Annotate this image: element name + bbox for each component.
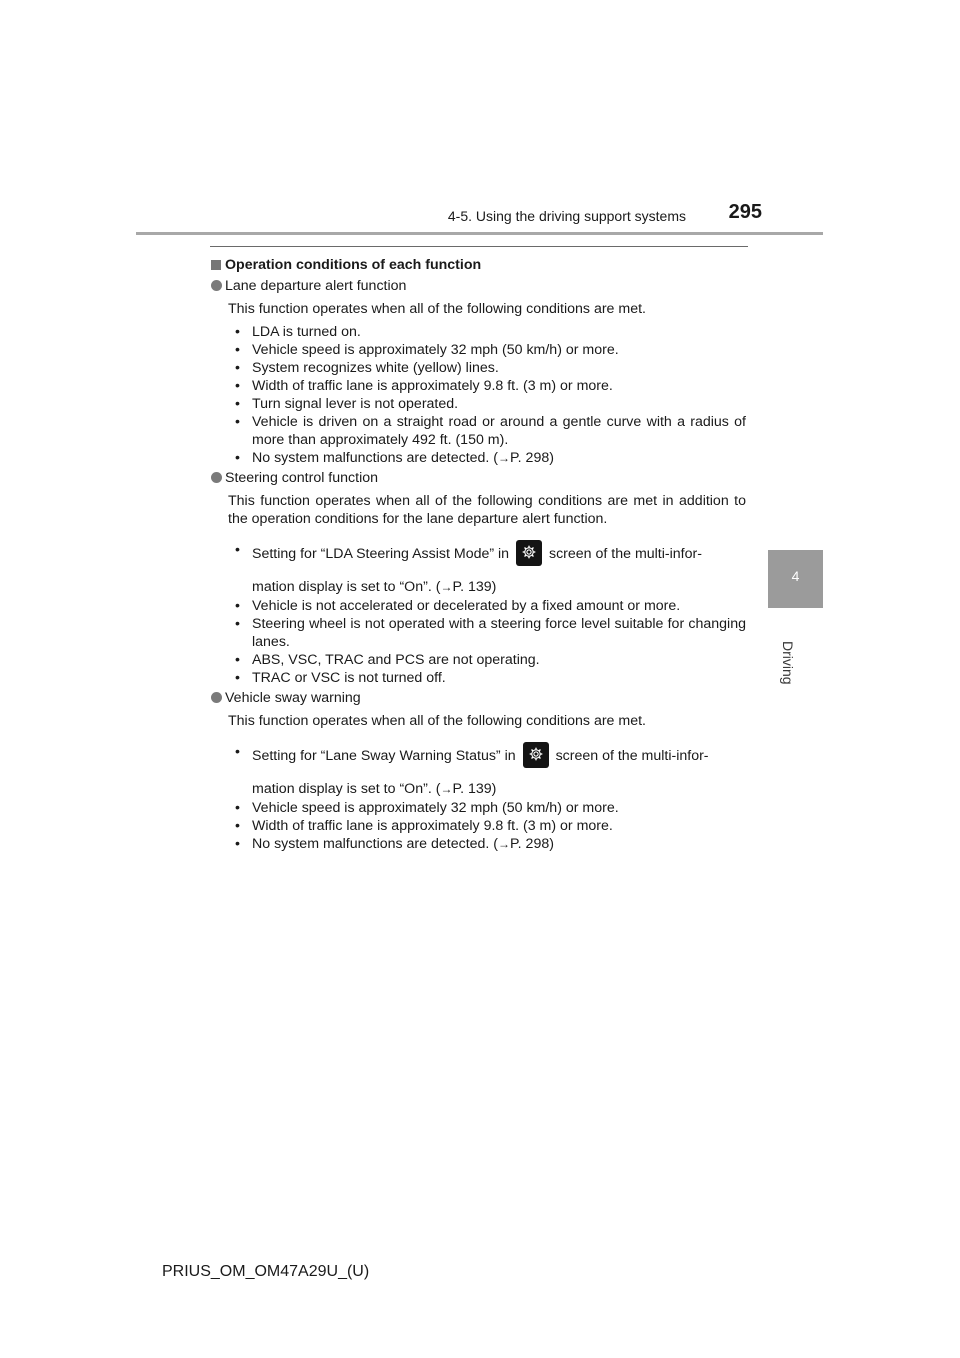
list-item: • Vehicle speed is approximately 32 mph (50 km/h) or more. — [228, 341, 746, 359]
page-reference-link[interactable]: P. 139) — [452, 781, 497, 797]
header-section-title: 4-5. Using the driving support systems — [447, 208, 686, 224]
arrow-icon: → — [498, 451, 511, 465]
gear-icon — [522, 545, 536, 559]
topic-lane-departure-alert — [211, 277, 746, 295]
list-item-text: No system malfunctions are detected. ( — [252, 836, 499, 852]
list-item-text: No system malfunctions are detected. ( — [252, 450, 499, 466]
section-heading-text: Operation conditions of each function — [225, 257, 482, 273]
circle-bullet-icon — [211, 472, 222, 483]
document-footer-code: PRIUS_OM_OM47A29U_(U) — [162, 1263, 370, 1280]
list-item: • System recognizes white (yellow) lines. — [228, 359, 746, 377]
list-item — [228, 449, 746, 467]
setting-text: Setting for “LDA Steering Assist Mode” in — [252, 545, 510, 562]
list-item — [228, 742, 746, 799]
setting-text: mation display is set to “On”. ( — [252, 781, 441, 797]
list-item: • Vehicle speed is approximately 32 mph (50 km/h) or more. — [228, 799, 746, 817]
topic-vehicle-sway-warning — [211, 689, 746, 707]
condition-list — [211, 540, 746, 687]
topic-title: Vehicle sway warning — [225, 690, 361, 706]
square-bullet-icon — [211, 260, 221, 270]
section-divider — [210, 246, 748, 247]
list-item: • Vehicle is driven on a straight road or around a gentle curve with a radius of more than approximately 492 ft. (150 m). — [228, 413, 746, 449]
topic-title: Lane departure alert function — [225, 278, 407, 294]
page-reference-link[interactable]: P. 298) — [510, 450, 554, 466]
arrow-icon: → — [440, 580, 453, 594]
list-item: • Vehicle is not accelerated or decelerated by a fixed amount or more. — [228, 597, 746, 615]
setting-continuation — [252, 779, 746, 799]
condition-list — [211, 742, 746, 853]
header-divider — [136, 232, 823, 235]
chapter-number: 4 — [791, 568, 800, 584]
topic-title: Steering control function — [225, 470, 379, 486]
list-item — [228, 835, 746, 853]
list-item: • LDA is turned on. — [228, 323, 746, 341]
gear-icon — [529, 747, 543, 761]
topic-intro: This function operates when all of the following conditions are met. — [228, 713, 646, 729]
list-item: • TRAC or VSC is not turned off. — [228, 669, 746, 687]
section-heading — [211, 256, 746, 274]
settings-gear-icon — [523, 742, 549, 768]
list-item: • Width of traffic lane is approximately 9.8 ft. (3 m) or more. — [228, 817, 746, 835]
page-number: 295 — [728, 201, 762, 223]
setting-text: screen of the multi-infor- — [548, 545, 702, 562]
topic-steering-control — [211, 469, 746, 487]
list-item: • Steering wheel is not operated with a steering force level suitable for changing lanes. — [228, 615, 746, 651]
circle-bullet-icon — [211, 280, 222, 291]
topic-intro: This function operates when all of the following conditions are met. — [228, 301, 646, 317]
settings-gear-icon — [516, 540, 542, 566]
list-item: • Turn signal lever is not operated. — [228, 395, 746, 413]
setting-text: screen of the multi-infor- — [555, 747, 709, 764]
chapter-title: Driving — [780, 641, 796, 685]
setting-continuation — [252, 577, 746, 597]
page-reference-link[interactable]: P. 139) — [452, 579, 497, 595]
circle-bullet-icon — [211, 692, 222, 703]
arrow-icon: → — [440, 782, 453, 796]
setting-text: Setting for “Lane Sway Warning Status” in — [252, 747, 516, 764]
page-reference-link[interactable]: P. 298) — [510, 836, 554, 852]
topic-intro: This function operates when all of the following conditions are met in addition to the operation conditions for the lane departure alert function. — [228, 493, 746, 527]
page-content — [211, 256, 746, 853]
setting-text: mation display is set to “On”. ( — [252, 579, 441, 595]
condition-list — [211, 323, 746, 467]
list-item: • ABS, VSC, TRAC and PCS are not operating. — [228, 651, 746, 669]
arrow-icon: → — [498, 837, 511, 851]
list-item: • Width of traffic lane is approximately 9.8 ft. (3 m) or more. — [228, 377, 746, 395]
list-item — [228, 540, 746, 597]
